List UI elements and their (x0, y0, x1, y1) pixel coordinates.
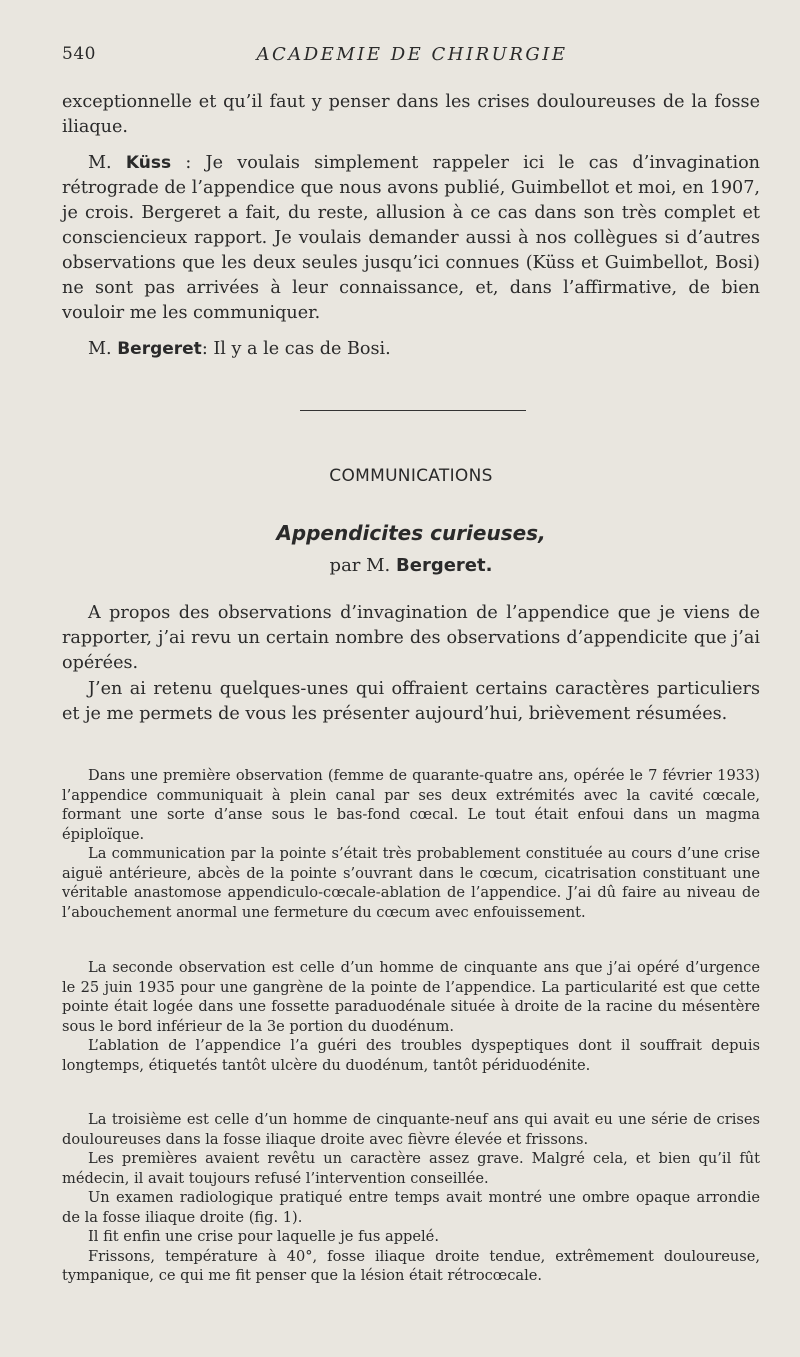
article-byline (62, 555, 760, 576)
kuss-remark-text: : Je voulais simplement rappeler ici le cas d’invagination rétrograde de l’appendice que nous avons publié, Guimbellot et moi, en 1907, je crois. Bergeret a fait, du reste, allusion à ce cas dans son très complet et consciencieux rapport. Je voulais demander aussi à nos collègues si d’autres observations que les deux seules jusqu’ici connues (Küss et Guimbellot, Bosi) ne sont pas arrivées à leur connaissance, et, dans l’affirmative, de bien vouloir me les communiquer. (62, 153, 760, 323)
intro-paragraph: J’en ai retenu quelques-unes qui offraient certains caractères particuliers et je me permets de vous les présenter aujourd’hui, brièvement résumées. (62, 679, 760, 724)
observation-3 (62, 1110, 760, 1286)
intro-paragraph: A propos des observations d’invagination de l’appendice que je viens de rapporter, j’ai revu un certain nombre des observations d’appendicite que j’ai opérées. (62, 603, 760, 673)
section-divider (300, 410, 526, 411)
bergeret-remark (62, 337, 760, 362)
observation-paragraph: L’ablation de l’appendice l’a guéri des troubles dyspeptiques dont il souffrait depuis longtemps, étiquetés tantôt ulcère du duodénum, tantôt périduodénite. (62, 1037, 760, 1074)
speaker-kuss: Küss (125, 153, 172, 173)
byline-author: Bergeret. (396, 555, 493, 576)
speaker-title: M. (88, 153, 126, 173)
continuation-paragraph: exceptionnelle et qu’il faut y penser dans les crises douloureuses de la fosse iliaque. (62, 92, 760, 137)
article-title: Appendicites curieuses, (276, 521, 546, 545)
observation-paragraph: Frissons, température à 40°, fosse iliaque droite tendue, extrêmement douloureuse, tympanique, ce qui me fit penser que la lésion était rétrocœcale. (62, 1247, 760, 1284)
discussion (62, 90, 760, 362)
page-header (62, 44, 762, 68)
observation-paragraph: Dans une première observation (femme de quarante-quatre ans, opérée le 7 février 1933) l’appendice communiquait à plein canal par ses deux extrémités avec la cavité cœcale, formant une sorte d’anse sous le bas-fond cœcal. Le tout était enfoui dans un magma épiploïque. (62, 767, 760, 843)
observation-paragraph: La troisième est celle d’un homme de cinquante-neuf ans qui avait eu une série de crises douloureuses dans la fosse iliaque droite avec fièvre élevée et frissons. (62, 1111, 760, 1148)
observation-paragraph: La communication par la pointe s’était très probablement constituée au cours d’une crise aiguë antérieure, abcès de la pointe s’ouvrant dans le cœcum, cicatrisation constituant une véritable anastomose appendiculo-cœcale-ablation de l’appendice. J’ai dû faire au niveau de l’abouchement anormal une fermeture du cœcum avec enfouissement. (62, 845, 760, 921)
observation-paragraph: La seconde observation est celle d’un homme de cinquante ans que j’ai opéré d’urgence le 25 juin 1935 pour une gangrène de la pointe de l’appendice. La particularité est que cette pointe était logée dans une fossette paraduodénale située à droite de la racine du mésentère sous le bord inférieur de la 3e portion du duodénum. (62, 959, 760, 1035)
speaker-title: M. (88, 339, 118, 359)
observation-1 (62, 766, 760, 922)
intro (62, 601, 760, 727)
speaker-bergeret: Bergeret (117, 339, 202, 359)
running-head: ACADEMIE DE CHIRURGIE (256, 44, 568, 65)
bergeret-remark-text: : Il y a le cas de Bosi. (201, 339, 391, 359)
observation-paragraph: Un examen radiologique pratiqué entre temps avait montré une ombre opaque arrondie de la fosse iliaque droite (fig. 1). (62, 1189, 760, 1226)
section-title: COMMUNICATIONS (329, 466, 493, 486)
kuss-remark (62, 151, 760, 326)
observation-2 (62, 958, 760, 1075)
observation-paragraph: Les premières avaient revêtu un caractère assez grave. Malgré cela, et bien qu’il fût médecin, il avait toujours refusé l’intervention conseillée. (62, 1150, 760, 1187)
byline-prefix: par M. (329, 555, 397, 576)
page-number: 540 (62, 44, 96, 64)
observation-paragraph: Il fit enfin une crise pour laquelle je fus appelé. (88, 1228, 439, 1245)
